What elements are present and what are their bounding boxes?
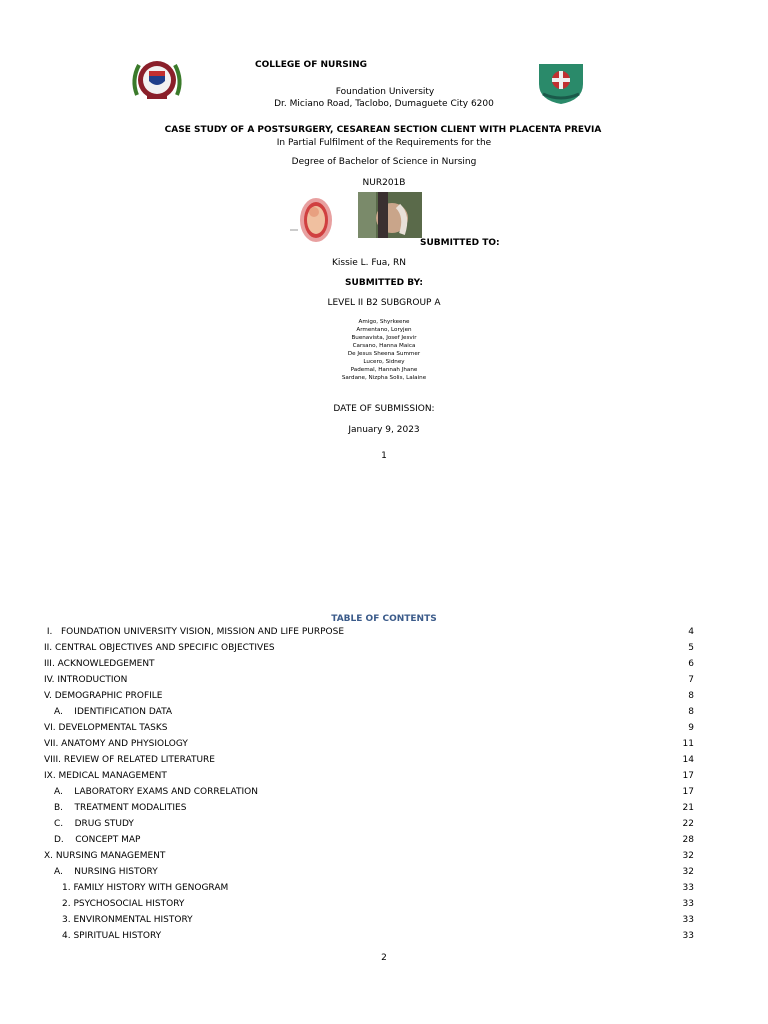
toc-entry-page: 6 <box>688 659 694 669</box>
toc-entry-page: 33 <box>682 931 694 941</box>
college-name: COLLEGE OF NURSING <box>255 60 367 70</box>
toc-entry <box>44 897 694 911</box>
adviser-name: Kissie L. Fua, RN <box>331 258 407 268</box>
member-name: De Jesus Sheena Summer <box>347 351 421 357</box>
toc-entry-label: A. LABORATORY EXAMS AND CORRELATION <box>54 787 258 797</box>
toc-entry <box>44 801 694 815</box>
toc-entry <box>44 689 694 703</box>
subtitle-line-2: Degree of Bachelor of Science in Nursing <box>291 157 477 167</box>
toc-entry-label: C. DRUG STUDY <box>54 819 134 829</box>
toc-entry <box>44 817 694 831</box>
toc-entry <box>44 849 694 863</box>
toc-entry-label: 2. PSYCHOSOCIAL HISTORY <box>62 899 185 909</box>
toc-entry-label: A. NURSING HISTORY <box>54 867 158 877</box>
toc-entry <box>44 657 694 671</box>
member-name: Pademal, Hannah Jhane <box>350 367 418 373</box>
toc-entry-page: 33 <box>682 883 694 893</box>
member-list <box>284 318 484 382</box>
toc-entry-label: I. FOUNDATION UNIVERSITY VISION, MISSION AND LIFE PURPOSE <box>44 627 345 637</box>
group-name: LEVEL II B2 SUBGROUP A <box>327 298 441 308</box>
toc-entry <box>44 753 694 767</box>
toc-entry-page: 8 <box>688 707 694 717</box>
toc-entry-label: 1. FAMILY HISTORY WITH GENOGRAM <box>62 883 229 893</box>
toc-entry-label: B. TREATMENT MODALITIES <box>54 803 187 813</box>
toc-entry-page: 7 <box>688 675 694 685</box>
toc-entry-page: 32 <box>682 867 694 877</box>
toc-entry-label: VII. ANATOMY AND PHYSIOLOGY <box>44 739 188 749</box>
toc-entry <box>44 625 694 639</box>
member-name: Armentano, Loryjen <box>356 327 412 333</box>
date-of-submission-label: DATE OF SUBMISSION: <box>333 404 435 414</box>
toc-entry-label: VI. DEVELOPMENTAL TASKS <box>44 723 168 733</box>
member-name: Buenavista, Josef Jesvir <box>351 335 417 341</box>
page-number: 1 <box>381 451 387 461</box>
toc-title: TABLE OF CONTENTS <box>331 614 437 624</box>
university-seal-logo <box>127 55 187 105</box>
toc-entry-label: V. DEMOGRAPHIC PROFILE <box>44 691 163 701</box>
toc-entry <box>44 929 694 943</box>
toc-entry-page: 9 <box>688 723 694 733</box>
page-number: 2 <box>381 953 387 963</box>
date-of-submission: January 9, 2023 <box>348 425 420 435</box>
fetus-illustration-image <box>286 192 336 246</box>
college-of-nursing-logo <box>535 58 587 106</box>
member-name: Amigo, Shyrkeene <box>358 319 410 325</box>
member-name: Sardane, Nizpha Solis, Lalaine <box>341 375 427 381</box>
toc-entry-label: III. ACKNOWLEDGEMENT <box>44 659 155 669</box>
university-name: Foundation University <box>335 87 435 97</box>
toc-entry <box>44 705 694 719</box>
toc-entry-page: 4 <box>688 627 694 637</box>
toc-entry <box>44 737 694 751</box>
toc-entry-label: 3. ENVIRONMENTAL HISTORY <box>62 915 193 925</box>
member-name: Lucero, Sidney <box>363 359 405 365</box>
submitted-by-label: SUBMITTED BY: <box>345 278 423 288</box>
toc-entry <box>44 721 694 735</box>
course-code: NUR201B <box>362 178 406 188</box>
toc-entry-label: II. CENTRAL OBJECTIVES AND SPECIFIC OBJECTIVES <box>44 643 275 653</box>
toc-entry <box>44 641 694 655</box>
toc-entry-page: 21 <box>682 803 694 813</box>
toc-entry-label: VIII. REVIEW OF RELATED LITERATURE <box>44 755 215 765</box>
member-name: Carsano, Hanna Maica <box>352 343 416 349</box>
toc-entry-page: 33 <box>682 915 694 925</box>
toc-entry-page: 14 <box>682 755 694 765</box>
toc-entry <box>44 769 694 783</box>
toc-entry-label: X. NURSING MANAGEMENT <box>44 851 166 861</box>
toc-entry-label: IX. MEDICAL MANAGEMENT <box>44 771 167 781</box>
toc-entry <box>44 881 694 895</box>
toc-entry <box>44 785 694 799</box>
subtitle-line-1: In Partial Fulfilment of the Requirements for the <box>276 138 492 148</box>
toc-entry-page: 8 <box>688 691 694 701</box>
toc-entry <box>44 673 694 687</box>
toc-entry-label: A. IDENTIFICATION DATA <box>54 707 173 717</box>
university-address: Dr. Miciano Road, Taclobo, Dumaguete City 6200 <box>274 99 494 109</box>
toc-entry-page: 32 <box>682 851 694 861</box>
toc-entry-page: 33 <box>682 899 694 909</box>
toc-entry-page: 17 <box>682 787 694 797</box>
toc-entry <box>44 865 694 879</box>
toc-entry-page: 17 <box>682 771 694 781</box>
submitted-to-label: SUBMITTED TO: <box>420 238 500 248</box>
toc-entry-label: D. CONCEPT MAP <box>54 835 141 845</box>
toc-entry <box>44 833 694 847</box>
toc-entry-label: IV. INTRODUCTION <box>44 675 128 685</box>
pregnant-woman-photo <box>358 192 422 238</box>
toc-entry-page: 11 <box>682 739 694 749</box>
toc-entry-page: 22 <box>682 819 694 829</box>
toc-entry-page: 28 <box>682 835 694 845</box>
toc-entry-label: 4. SPIRITUAL HISTORY <box>62 931 162 941</box>
toc-entry-page: 5 <box>688 643 694 653</box>
toc-entry <box>44 913 694 927</box>
case-study-title: CASE STUDY OF A POSTSURGERY, CESAREAN SECTION CLIENT WITH PLACENTA PREVIA <box>164 125 602 135</box>
